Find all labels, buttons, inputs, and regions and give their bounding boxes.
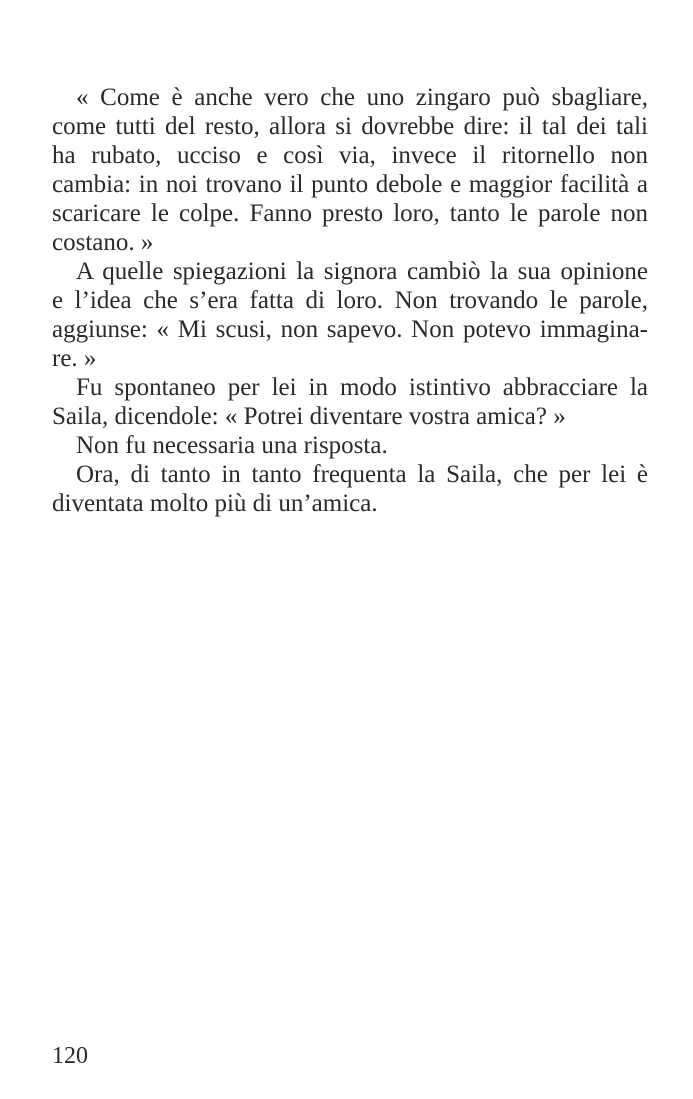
text-line: Fu spontaneo per lei in modo istintivo abbracciare la <box>76 374 648 401</box>
text-line: e l’idea che s’era fatta di loro. Non trovando le parole, <box>52 287 648 314</box>
text-line: Non fu necessaria una risposta. <box>76 432 388 459</box>
text-line: re. » <box>52 345 97 372</box>
text-line: ha rubato, ucciso e così via, invece il ritornello non <box>52 142 648 169</box>
text-line: scaricare le colpe. Fanno presto loro, tanto le parole non <box>52 200 648 227</box>
text-line: costano. » <box>52 229 154 256</box>
text-line: Ora, di tanto in tanto frequenta la Saila, che per lei è <box>76 461 648 488</box>
text-line: A quelle spiegazioni la signora cambiò la sua opinione <box>76 258 648 285</box>
text-line: « Come è anche vero che uno zingaro può sbagliare, <box>76 84 648 111</box>
text-line: Saila, dicendole: « Potrei diventare vostra amica? » <box>52 403 566 430</box>
text-line: aggiunse: « Mi scusi, non sapevo. Non potevo immagina- <box>52 316 648 343</box>
text-line: diventata molto più di un’amica. <box>52 490 378 517</box>
text-line: cambia: in noi trovano il punto debole e maggior facilità a <box>52 171 648 198</box>
body-text <box>52 83 648 518</box>
text-line: come tutti del resto, allora si dovrebbe dire: il tal dei tali <box>52 113 648 140</box>
page-number: 120 <box>52 1043 88 1069</box>
